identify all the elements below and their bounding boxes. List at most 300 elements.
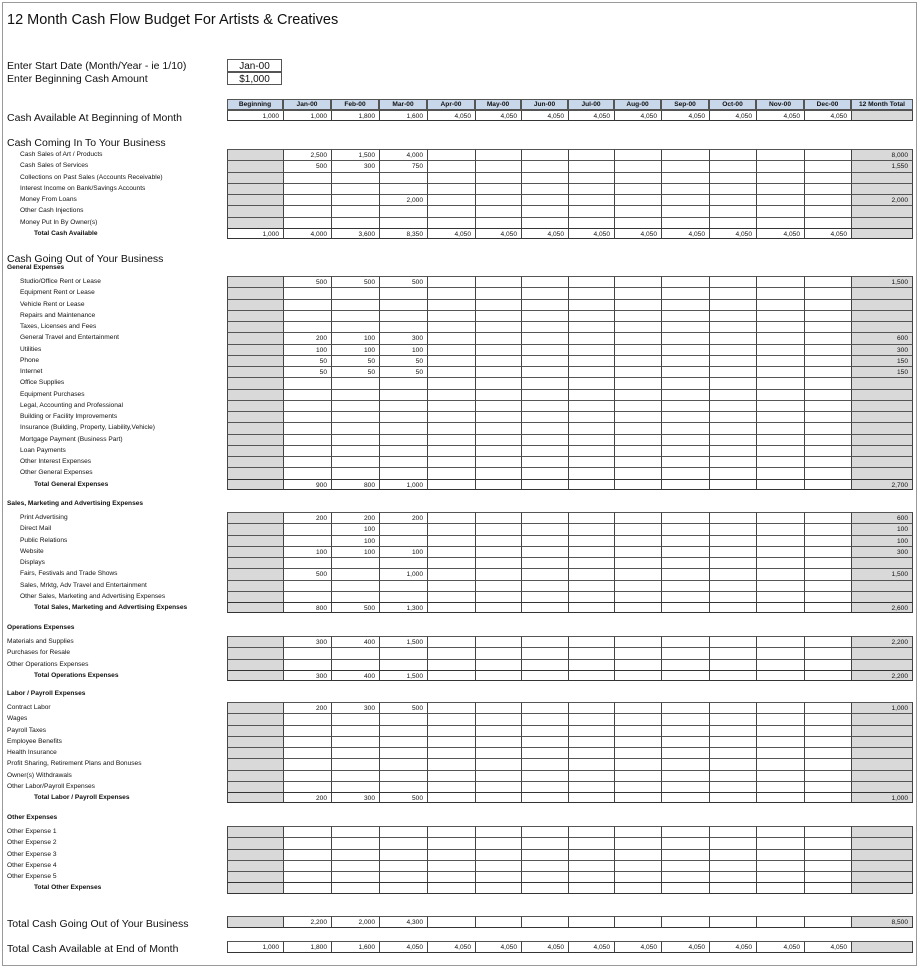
table-cell[interactable] bbox=[851, 287, 913, 298]
table-cell[interactable] bbox=[427, 287, 475, 298]
beginning-cash-input[interactable]: $1,000 bbox=[227, 72, 282, 85]
table-cell[interactable]: 4,050 bbox=[521, 228, 568, 239]
table-cell[interactable] bbox=[427, 758, 475, 769]
table-cell[interactable] bbox=[614, 160, 661, 171]
table-cell[interactable] bbox=[521, 287, 568, 298]
table-cell[interactable] bbox=[661, 826, 709, 837]
table-cell[interactable] bbox=[756, 523, 804, 534]
table-cell[interactable] bbox=[475, 377, 521, 388]
table-cell[interactable] bbox=[756, 568, 804, 579]
table-cell[interactable] bbox=[283, 871, 331, 882]
table-cell[interactable] bbox=[283, 321, 331, 332]
table-cell[interactable] bbox=[331, 659, 379, 670]
table-cell[interactable]: 300 bbox=[379, 332, 427, 343]
table-cell[interactable]: 4,050 bbox=[568, 110, 614, 121]
table-cell[interactable]: 2,000 bbox=[851, 194, 913, 205]
table-cell[interactable] bbox=[804, 647, 851, 658]
table-cell[interactable]: 2,200 bbox=[851, 670, 913, 681]
table-cell[interactable] bbox=[227, 580, 283, 591]
table-cell[interactable] bbox=[568, 512, 614, 523]
table-cell[interactable] bbox=[227, 849, 283, 860]
table-cell[interactable] bbox=[709, 445, 756, 456]
table-cell[interactable] bbox=[521, 456, 568, 467]
table-cell[interactable] bbox=[756, 725, 804, 736]
table-cell[interactable] bbox=[614, 602, 661, 613]
table-cell[interactable] bbox=[227, 602, 283, 613]
table-cell[interactable] bbox=[331, 456, 379, 467]
table-cell[interactable] bbox=[661, 849, 709, 860]
table-cell[interactable] bbox=[227, 355, 283, 366]
table-cell[interactable] bbox=[331, 591, 379, 602]
table-cell[interactable] bbox=[475, 512, 521, 523]
table-cell[interactable] bbox=[756, 422, 804, 433]
table-cell[interactable]: 400 bbox=[331, 670, 379, 681]
table-cell[interactable] bbox=[804, 736, 851, 747]
table-cell[interactable]: 1,600 bbox=[379, 110, 427, 121]
table-cell[interactable] bbox=[427, 916, 475, 928]
table-cell[interactable]: 100 bbox=[283, 546, 331, 557]
table-cell[interactable] bbox=[661, 467, 709, 478]
table-cell[interactable] bbox=[661, 422, 709, 433]
table-cell[interactable] bbox=[568, 422, 614, 433]
table-cell[interactable] bbox=[756, 591, 804, 602]
table-cell[interactable]: 1,000 bbox=[851, 702, 913, 713]
table-cell[interactable] bbox=[804, 389, 851, 400]
table-cell[interactable] bbox=[475, 602, 521, 613]
table-cell[interactable] bbox=[709, 535, 756, 546]
table-cell[interactable]: 600 bbox=[851, 332, 913, 343]
table-cell[interactable] bbox=[709, 332, 756, 343]
table-cell[interactable] bbox=[804, 882, 851, 893]
table-cell[interactable] bbox=[427, 792, 475, 803]
table-cell[interactable] bbox=[427, 355, 475, 366]
table-cell[interactable] bbox=[227, 160, 283, 171]
table-cell[interactable] bbox=[756, 557, 804, 568]
table-cell[interactable] bbox=[756, 659, 804, 670]
table-cell[interactable] bbox=[475, 445, 521, 456]
table-cell[interactable] bbox=[475, 670, 521, 681]
table-cell[interactable] bbox=[227, 149, 283, 160]
table-cell[interactable] bbox=[568, 826, 614, 837]
table-cell[interactable]: 50 bbox=[379, 366, 427, 377]
table-cell[interactable] bbox=[568, 332, 614, 343]
table-cell[interactable] bbox=[568, 792, 614, 803]
table-cell[interactable] bbox=[804, 434, 851, 445]
table-cell[interactable] bbox=[709, 344, 756, 355]
table-cell[interactable] bbox=[568, 149, 614, 160]
table-cell[interactable]: 1,000 bbox=[227, 228, 283, 239]
table-cell[interactable] bbox=[283, 400, 331, 411]
table-cell[interactable] bbox=[614, 321, 661, 332]
table-cell[interactable] bbox=[756, 670, 804, 681]
table-cell[interactable] bbox=[521, 479, 568, 490]
table-cell[interactable] bbox=[475, 276, 521, 287]
table-cell[interactable] bbox=[851, 217, 913, 228]
table-cell[interactable] bbox=[331, 183, 379, 194]
table-cell[interactable] bbox=[227, 568, 283, 579]
table-cell[interactable] bbox=[427, 172, 475, 183]
table-cell[interactable] bbox=[227, 411, 283, 422]
table-cell[interactable] bbox=[568, 183, 614, 194]
table-cell[interactable] bbox=[568, 217, 614, 228]
table-cell[interactable] bbox=[709, 287, 756, 298]
table-cell[interactable] bbox=[227, 736, 283, 747]
table-cell[interactable] bbox=[475, 194, 521, 205]
table-cell[interactable] bbox=[379, 871, 427, 882]
table-cell[interactable] bbox=[379, 411, 427, 422]
table-cell[interactable] bbox=[756, 849, 804, 860]
table-cell[interactable] bbox=[427, 377, 475, 388]
table-cell[interactable] bbox=[568, 770, 614, 781]
table-cell[interactable] bbox=[331, 647, 379, 658]
table-cell[interactable] bbox=[804, 725, 851, 736]
table-cell[interactable] bbox=[521, 400, 568, 411]
table-cell[interactable] bbox=[227, 591, 283, 602]
table-cell[interactable] bbox=[709, 172, 756, 183]
table-cell[interactable] bbox=[804, 702, 851, 713]
table-cell[interactable] bbox=[427, 670, 475, 681]
table-cell[interactable] bbox=[756, 512, 804, 523]
table-cell[interactable] bbox=[521, 183, 568, 194]
table-cell[interactable] bbox=[227, 512, 283, 523]
table-cell[interactable] bbox=[661, 916, 709, 928]
table-cell[interactable] bbox=[614, 670, 661, 681]
table-cell[interactable] bbox=[756, 194, 804, 205]
table-cell[interactable] bbox=[283, 781, 331, 792]
table-cell[interactable] bbox=[756, 332, 804, 343]
table-cell[interactable] bbox=[709, 713, 756, 724]
table-cell[interactable] bbox=[475, 355, 521, 366]
table-cell[interactable] bbox=[227, 299, 283, 310]
table-cell[interactable] bbox=[521, 882, 568, 893]
table-cell[interactable] bbox=[756, 321, 804, 332]
table-cell[interactable] bbox=[475, 557, 521, 568]
table-cell[interactable] bbox=[568, 205, 614, 216]
table-cell[interactable] bbox=[379, 747, 427, 758]
table-cell[interactable] bbox=[379, 217, 427, 228]
table-cell[interactable] bbox=[521, 871, 568, 882]
table-cell[interactable] bbox=[756, 400, 804, 411]
table-cell[interactable] bbox=[379, 535, 427, 546]
table-cell[interactable] bbox=[331, 194, 379, 205]
table-cell[interactable] bbox=[227, 467, 283, 478]
table-cell[interactable] bbox=[227, 747, 283, 758]
table-cell[interactable] bbox=[379, 445, 427, 456]
table-cell[interactable] bbox=[568, 860, 614, 871]
table-cell[interactable] bbox=[709, 479, 756, 490]
table-cell[interactable] bbox=[614, 366, 661, 377]
table-cell[interactable] bbox=[709, 659, 756, 670]
table-cell[interactable] bbox=[331, 758, 379, 769]
table-cell[interactable] bbox=[568, 871, 614, 882]
table-cell[interactable] bbox=[709, 580, 756, 591]
table-cell[interactable] bbox=[521, 205, 568, 216]
table-cell[interactable] bbox=[475, 636, 521, 647]
table-cell[interactable] bbox=[804, 826, 851, 837]
table-cell[interactable] bbox=[756, 546, 804, 557]
table-cell[interactable] bbox=[475, 546, 521, 557]
table-cell[interactable] bbox=[568, 194, 614, 205]
table-cell[interactable] bbox=[661, 523, 709, 534]
table-cell[interactable]: 1,500 bbox=[379, 636, 427, 647]
table-cell[interactable]: 4,050 bbox=[475, 110, 521, 121]
table-cell[interactable] bbox=[475, 400, 521, 411]
table-cell[interactable] bbox=[475, 647, 521, 658]
table-cell[interactable] bbox=[661, 205, 709, 216]
table-cell[interactable] bbox=[661, 377, 709, 388]
table-cell[interactable] bbox=[568, 602, 614, 613]
table-cell[interactable]: 500 bbox=[379, 702, 427, 713]
table-cell[interactable] bbox=[661, 332, 709, 343]
table-cell[interactable] bbox=[521, 366, 568, 377]
table-cell[interactable]: 50 bbox=[283, 355, 331, 366]
table-cell[interactable] bbox=[661, 758, 709, 769]
table-cell[interactable] bbox=[427, 713, 475, 724]
table-cell[interactable] bbox=[227, 400, 283, 411]
table-cell[interactable] bbox=[475, 849, 521, 860]
table-cell[interactable] bbox=[804, 479, 851, 490]
table-cell[interactable] bbox=[804, 172, 851, 183]
table-cell[interactable] bbox=[427, 276, 475, 287]
table-cell[interactable]: 1,800 bbox=[331, 110, 379, 121]
table-cell[interactable] bbox=[283, 287, 331, 298]
table-cell[interactable] bbox=[804, 400, 851, 411]
table-cell[interactable]: 4,300 bbox=[379, 916, 427, 928]
table-cell[interactable]: 500 bbox=[331, 602, 379, 613]
table-cell[interactable] bbox=[283, 377, 331, 388]
table-cell[interactable] bbox=[756, 580, 804, 591]
table-cell[interactable] bbox=[804, 355, 851, 366]
table-cell[interactable] bbox=[661, 389, 709, 400]
table-cell[interactable] bbox=[521, 344, 568, 355]
table-cell[interactable] bbox=[427, 725, 475, 736]
table-cell[interactable] bbox=[283, 183, 331, 194]
table-cell[interactable] bbox=[756, 434, 804, 445]
table-cell[interactable] bbox=[427, 636, 475, 647]
table-cell[interactable] bbox=[475, 747, 521, 758]
table-cell[interactable] bbox=[661, 366, 709, 377]
table-cell[interactable] bbox=[331, 557, 379, 568]
table-cell[interactable] bbox=[709, 467, 756, 478]
table-cell[interactable] bbox=[283, 736, 331, 747]
table-cell[interactable] bbox=[283, 434, 331, 445]
table-cell[interactable] bbox=[227, 702, 283, 713]
table-cell[interactable] bbox=[804, 792, 851, 803]
table-cell[interactable] bbox=[804, 580, 851, 591]
table-cell[interactable] bbox=[709, 849, 756, 860]
table-cell[interactable] bbox=[568, 479, 614, 490]
table-cell[interactable]: 100 bbox=[331, 332, 379, 343]
table-cell[interactable] bbox=[568, 591, 614, 602]
table-cell[interactable] bbox=[568, 400, 614, 411]
table-cell[interactable]: 1,500 bbox=[379, 670, 427, 681]
table-cell[interactable] bbox=[709, 310, 756, 321]
table-cell[interactable] bbox=[283, 411, 331, 422]
table-cell[interactable] bbox=[568, 837, 614, 848]
table-cell[interactable] bbox=[614, 377, 661, 388]
table-cell[interactable] bbox=[661, 546, 709, 557]
table-cell[interactable]: 4,050 bbox=[427, 941, 475, 953]
table-cell[interactable] bbox=[379, 389, 427, 400]
table-cell[interactable] bbox=[331, 422, 379, 433]
table-cell[interactable] bbox=[521, 217, 568, 228]
table-cell[interactable]: 900 bbox=[283, 479, 331, 490]
table-cell[interactable] bbox=[331, 411, 379, 422]
table-cell[interactable] bbox=[661, 636, 709, 647]
table-cell[interactable] bbox=[804, 747, 851, 758]
table-cell[interactable] bbox=[227, 860, 283, 871]
table-cell[interactable] bbox=[475, 916, 521, 928]
table-cell[interactable] bbox=[227, 882, 283, 893]
table-cell[interactable] bbox=[851, 849, 913, 860]
table-cell[interactable] bbox=[709, 636, 756, 647]
table-cell[interactable] bbox=[227, 194, 283, 205]
table-cell[interactable] bbox=[614, 467, 661, 478]
table-cell[interactable] bbox=[521, 467, 568, 478]
table-cell[interactable] bbox=[614, 411, 661, 422]
table-cell[interactable] bbox=[475, 287, 521, 298]
table-cell[interactable] bbox=[379, 860, 427, 871]
table-cell[interactable] bbox=[475, 434, 521, 445]
table-cell[interactable] bbox=[614, 310, 661, 321]
table-cell[interactable]: 150 bbox=[851, 355, 913, 366]
table-cell[interactable] bbox=[568, 299, 614, 310]
table-cell[interactable] bbox=[568, 546, 614, 557]
table-cell[interactable] bbox=[709, 321, 756, 332]
table-cell[interactable]: 50 bbox=[331, 355, 379, 366]
table-cell[interactable] bbox=[709, 400, 756, 411]
table-cell[interactable] bbox=[227, 792, 283, 803]
table-cell[interactable] bbox=[709, 916, 756, 928]
table-cell[interactable]: 300 bbox=[851, 344, 913, 355]
table-cell[interactable]: 500 bbox=[283, 568, 331, 579]
table-cell[interactable] bbox=[851, 647, 913, 658]
table-cell[interactable] bbox=[804, 546, 851, 557]
table-cell[interactable] bbox=[227, 916, 283, 928]
table-cell[interactable] bbox=[427, 826, 475, 837]
table-cell[interactable] bbox=[756, 826, 804, 837]
table-cell[interactable] bbox=[283, 310, 331, 321]
table-cell[interactable] bbox=[427, 781, 475, 792]
table-cell[interactable]: 100 bbox=[379, 546, 427, 557]
table-cell[interactable] bbox=[331, 871, 379, 882]
table-cell[interactable] bbox=[661, 287, 709, 298]
table-cell[interactable] bbox=[614, 287, 661, 298]
table-cell[interactable]: 300 bbox=[331, 160, 379, 171]
table-cell[interactable]: 300 bbox=[331, 792, 379, 803]
table-cell[interactable]: 1,000 bbox=[379, 568, 427, 579]
table-cell[interactable] bbox=[851, 456, 913, 467]
table-cell[interactable] bbox=[614, 479, 661, 490]
table-cell[interactable]: 100 bbox=[331, 546, 379, 557]
table-cell[interactable] bbox=[283, 557, 331, 568]
table-cell[interactable] bbox=[568, 411, 614, 422]
table-cell[interactable] bbox=[227, 445, 283, 456]
table-cell[interactable] bbox=[427, 411, 475, 422]
table-cell[interactable] bbox=[521, 725, 568, 736]
table-cell[interactable] bbox=[661, 713, 709, 724]
table-cell[interactable] bbox=[427, 299, 475, 310]
table-cell[interactable] bbox=[804, 523, 851, 534]
table-cell[interactable] bbox=[804, 366, 851, 377]
table-cell[interactable] bbox=[475, 310, 521, 321]
table-cell[interactable] bbox=[521, 276, 568, 287]
table-cell[interactable] bbox=[568, 355, 614, 366]
table-cell[interactable] bbox=[568, 916, 614, 928]
table-cell[interactable] bbox=[661, 736, 709, 747]
table-cell[interactable] bbox=[804, 160, 851, 171]
table-cell[interactable] bbox=[614, 276, 661, 287]
table-cell[interactable]: 1,000 bbox=[227, 110, 283, 121]
table-cell[interactable] bbox=[379, 837, 427, 848]
table-cell[interactable] bbox=[379, 467, 427, 478]
table-cell[interactable] bbox=[379, 882, 427, 893]
table-cell[interactable] bbox=[804, 321, 851, 332]
table-cell[interactable] bbox=[227, 377, 283, 388]
table-cell[interactable] bbox=[661, 747, 709, 758]
table-cell[interactable] bbox=[851, 400, 913, 411]
table-cell[interactable] bbox=[804, 467, 851, 478]
table-cell[interactable] bbox=[851, 299, 913, 310]
table-cell[interactable] bbox=[379, 725, 427, 736]
table-cell[interactable] bbox=[379, 781, 427, 792]
table-cell[interactable] bbox=[568, 523, 614, 534]
table-cell[interactable] bbox=[851, 882, 913, 893]
table-cell[interactable]: 4,050 bbox=[614, 110, 661, 121]
table-cell[interactable] bbox=[283, 523, 331, 534]
table-cell[interactable]: 4,050 bbox=[427, 110, 475, 121]
table-cell[interactable] bbox=[851, 770, 913, 781]
table-cell[interactable] bbox=[521, 445, 568, 456]
table-cell[interactable] bbox=[475, 535, 521, 546]
table-cell[interactable] bbox=[521, 172, 568, 183]
table-cell[interactable] bbox=[379, 557, 427, 568]
table-cell[interactable] bbox=[709, 523, 756, 534]
table-cell[interactable] bbox=[427, 736, 475, 747]
table-cell[interactable] bbox=[614, 591, 661, 602]
table-cell[interactable] bbox=[283, 422, 331, 433]
table-cell[interactable] bbox=[661, 445, 709, 456]
table-cell[interactable] bbox=[614, 647, 661, 658]
table-cell[interactable] bbox=[756, 149, 804, 160]
table-cell[interactable] bbox=[427, 205, 475, 216]
table-cell[interactable] bbox=[521, 194, 568, 205]
table-cell[interactable] bbox=[427, 647, 475, 658]
table-cell[interactable]: 500 bbox=[379, 792, 427, 803]
table-cell[interactable] bbox=[227, 456, 283, 467]
table-cell[interactable] bbox=[521, 747, 568, 758]
table-cell[interactable] bbox=[521, 546, 568, 557]
table-cell[interactable] bbox=[756, 355, 804, 366]
table-cell[interactable] bbox=[427, 523, 475, 534]
table-cell[interactable] bbox=[427, 321, 475, 332]
table-cell[interactable] bbox=[614, 445, 661, 456]
table-cell[interactable] bbox=[804, 770, 851, 781]
table-cell[interactable] bbox=[427, 837, 475, 848]
table-cell[interactable] bbox=[709, 781, 756, 792]
table-cell[interactable] bbox=[521, 160, 568, 171]
table-cell[interactable] bbox=[614, 422, 661, 433]
table-cell[interactable] bbox=[661, 456, 709, 467]
table-cell[interactable]: 3,600 bbox=[331, 228, 379, 239]
table-cell[interactable] bbox=[756, 647, 804, 658]
table-cell[interactable] bbox=[614, 770, 661, 781]
table-cell[interactable] bbox=[331, 467, 379, 478]
table-cell[interactable] bbox=[475, 299, 521, 310]
table-cell[interactable] bbox=[227, 344, 283, 355]
table-cell[interactable] bbox=[614, 747, 661, 758]
table-cell[interactable] bbox=[427, 194, 475, 205]
